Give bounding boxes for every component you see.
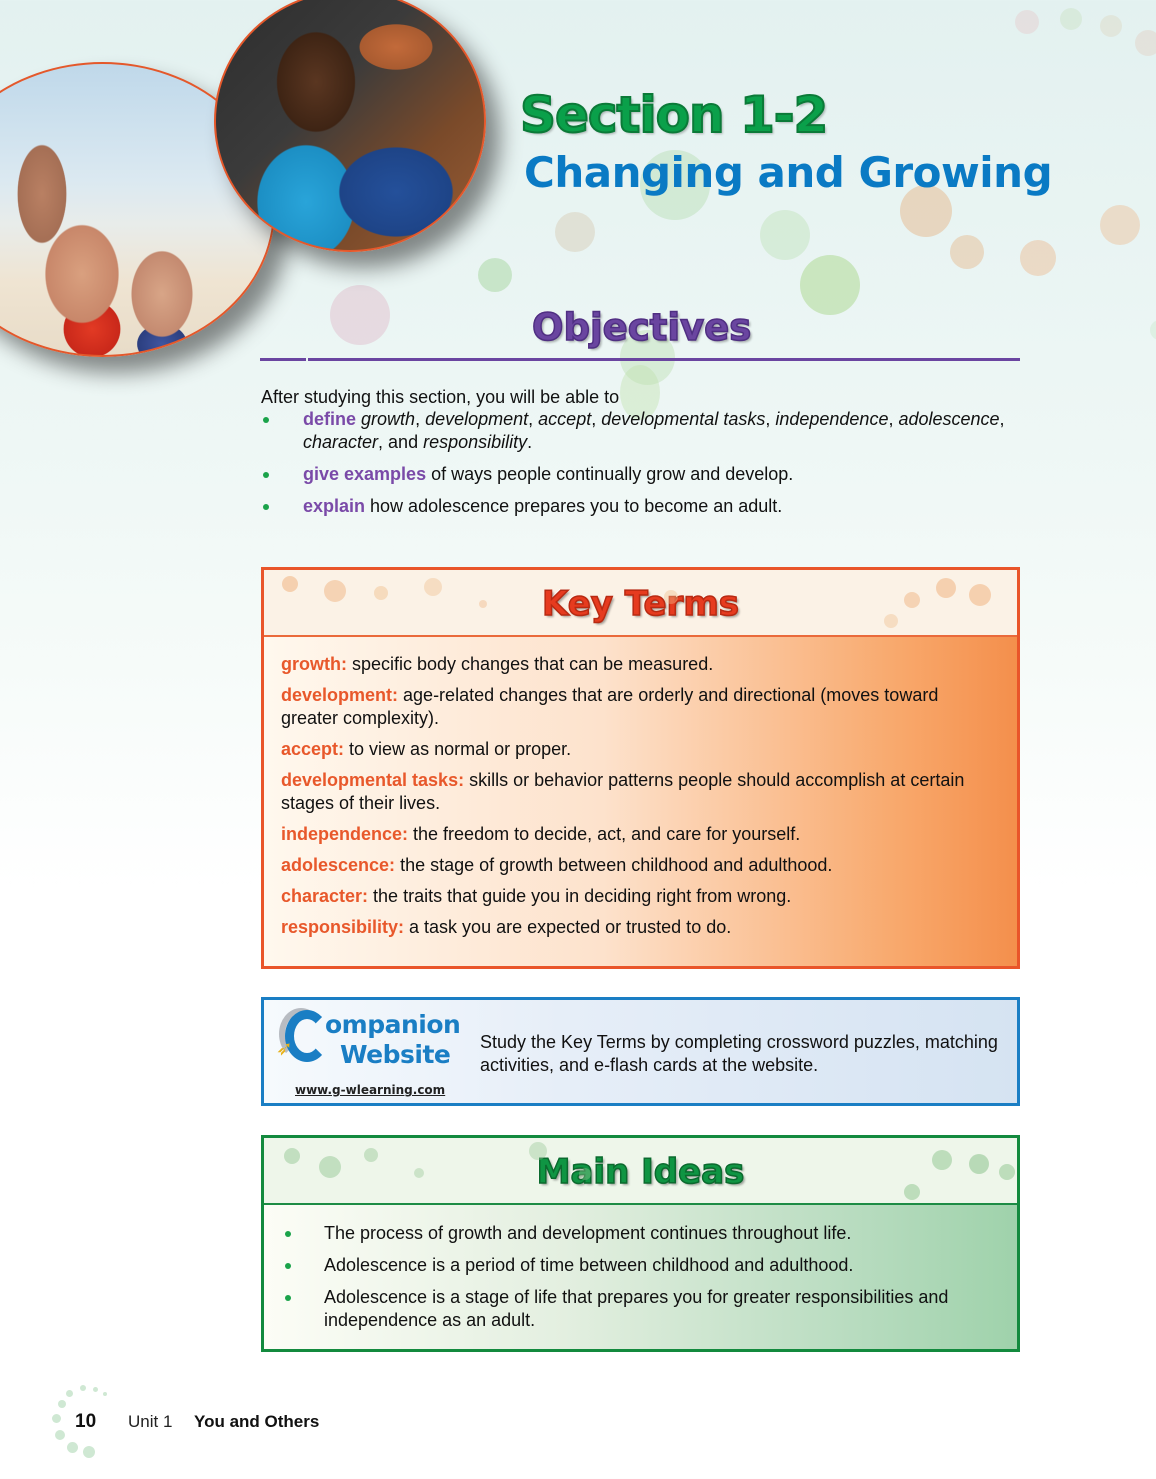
objective-text-part: , xyxy=(528,409,539,429)
term-definition: the freedom to decide, act, and care for yourself. xyxy=(408,824,801,844)
key-term xyxy=(281,885,981,908)
objective-verb: give examples xyxy=(303,464,427,484)
objective-text-part: of ways people continually grow and develop. xyxy=(426,464,794,484)
bullet-icon xyxy=(263,504,269,510)
key-term xyxy=(281,823,981,846)
companion-website-logo xyxy=(272,1006,461,1101)
term-word: accept: xyxy=(281,739,345,759)
term-word: adolescence: xyxy=(281,855,396,875)
term-word: growth: xyxy=(281,654,347,674)
main-idea-item xyxy=(283,1222,1003,1245)
bullet-icon xyxy=(263,472,269,478)
objective-term: character xyxy=(303,432,379,452)
term-word: independence: xyxy=(281,824,409,844)
companion-website-box xyxy=(261,997,1020,1106)
key-term xyxy=(281,684,981,730)
objective-item xyxy=(261,408,1021,454)
objective-term: developmental tasks xyxy=(601,409,766,429)
section-number: Section 1-2 xyxy=(520,86,828,144)
main-idea-item xyxy=(283,1254,1003,1277)
objective-term: development xyxy=(425,409,529,429)
main-idea-text: Adolescence is a period of time between childhood and adulthood. xyxy=(324,1255,854,1275)
main-ideas-list xyxy=(264,1205,1017,1332)
logo-text-companion: ompanion xyxy=(325,1010,461,1039)
term-definition: to view as normal or proper. xyxy=(344,739,572,759)
key-term xyxy=(281,854,981,877)
objective-text-part: , xyxy=(765,409,776,429)
main-idea-text: Adolescence is a stage of life that prepares you for greater responsibilities and independence as an adult. xyxy=(324,1287,949,1330)
objectives-intro: After studying this section, you will be able to xyxy=(261,387,620,407)
companion-website-text: Study the Key Terms by completing crossword puzzles, matching activities, and e-flash cards at the website. xyxy=(480,1032,998,1075)
objective-text-part: , xyxy=(999,409,1005,429)
key-term xyxy=(281,769,981,815)
objective-text xyxy=(303,409,1005,452)
logo-text-website: Website xyxy=(340,1040,451,1069)
objective-item xyxy=(261,463,1021,486)
term-definition: the stage of growth between childhood and adulthood. xyxy=(395,855,833,875)
objective-text-part: , xyxy=(888,409,899,429)
unit-title: You and Others xyxy=(194,1412,320,1431)
objective-term: independence xyxy=(775,409,889,429)
main-ideas-box xyxy=(261,1135,1020,1352)
bullet-icon xyxy=(285,1263,291,1269)
objectives-rule xyxy=(308,358,1020,361)
term-word: developmental tasks: xyxy=(281,770,465,790)
key-terms-header xyxy=(264,570,1017,637)
key-terms-box xyxy=(261,567,1020,969)
term-definition: skills or behavior patterns people should accomplish at certain stages of their lives. xyxy=(281,770,965,813)
key-term xyxy=(281,738,981,761)
term-definition: specific body changes that can be measured. xyxy=(346,654,714,674)
bullet-icon xyxy=(263,417,269,423)
main-ideas-header xyxy=(264,1138,1017,1205)
objective-verb: define xyxy=(303,409,357,429)
term-word: development: xyxy=(281,685,399,705)
objectives-rule-short xyxy=(260,358,306,361)
key-terms-list xyxy=(264,637,1017,939)
objective-item xyxy=(261,495,1021,518)
objective-term: accept xyxy=(538,409,592,429)
objective-text xyxy=(426,464,793,484)
key-term xyxy=(281,916,981,939)
objective-term: adolescence xyxy=(898,409,1000,429)
page-number: 10 xyxy=(75,1411,97,1432)
objective-text xyxy=(365,496,782,516)
objectives-list xyxy=(261,408,1021,527)
unit-label: Unit 1 xyxy=(128,1412,173,1431)
objectives-heading: Objectives xyxy=(532,306,752,349)
cursor-arrow-icon: ➶ xyxy=(276,1038,293,1060)
girl-reading-photo xyxy=(214,0,486,252)
key-term xyxy=(281,653,981,676)
term-word: character: xyxy=(281,886,369,906)
objective-term: responsibility xyxy=(423,432,528,452)
objective-text-part: . xyxy=(527,432,533,452)
objective-text-part: , xyxy=(591,409,602,429)
main-idea-item xyxy=(283,1286,1003,1332)
bullet-icon xyxy=(285,1295,291,1301)
objective-text-part: , xyxy=(415,409,426,429)
main-idea-text: The process of growth and development continues throughout life. xyxy=(324,1223,852,1243)
term-definition: a task you are expected or trusted to do. xyxy=(404,917,732,937)
bullet-icon xyxy=(285,1231,291,1237)
term-definition: age-related changes that are orderly and directional (moves toward greater complexity). xyxy=(281,685,939,728)
objective-text-part: , and xyxy=(378,432,424,452)
term-word: responsibility: xyxy=(281,917,405,937)
key-terms-heading: Key Terms xyxy=(542,584,739,624)
objective-term: growth xyxy=(361,409,416,429)
term-definition: the traits that guide you in deciding right from wrong. xyxy=(368,886,792,906)
companion-website-link[interactable]: www.g-wlearning.com xyxy=(295,1083,446,1097)
objective-text-part: how adolescence prepares you to become an adult. xyxy=(365,496,783,516)
objective-verb: explain xyxy=(303,496,366,516)
main-ideas-heading: Main Ideas xyxy=(536,1152,745,1192)
section-title: Changing and Growing xyxy=(524,148,1053,197)
